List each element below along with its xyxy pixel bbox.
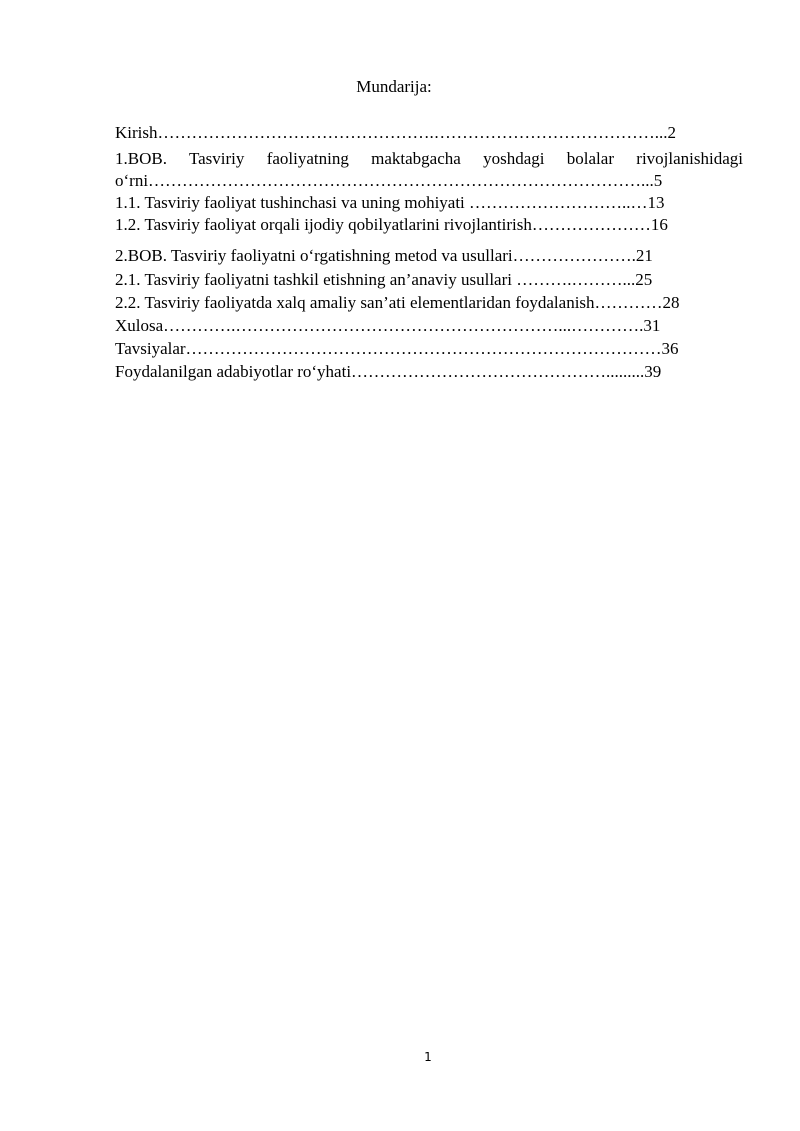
toc-entry-chapter-1-continued: o‘rni……………………………………………………………………………...5 [115, 171, 663, 190]
toc-entry-section-1-2: 1.2. Tasviriy faoliyat orqali ijodiy qobilyatlarini rivojlantirish…………………16 [115, 215, 668, 234]
toc-entry-conclusion: Xulosa………….…………………………………………………...………….31 [115, 316, 661, 335]
toc-entry-section-1-1: 1.1. Tasviriy faoliyat tushinchasi va uning mohiyati ………………………..…13 [115, 193, 665, 212]
page-title: Mundarija: [356, 77, 432, 96]
toc-entry-references: Foydalanilgan adabiyotlar ro‘yhati……………………………………….........39 [115, 362, 662, 381]
toc-entry-introduction: Kirish………………………………………….…………………………………...2 [115, 123, 676, 142]
toc-entry-recommendations: Tavsiyalar…………………………………………………………………………36 [115, 339, 679, 358]
page-number: 1 [424, 1050, 432, 1064]
toc-entry-section-2-1: 2.1. Tasviriy faoliyatni tashkil etishning an’anaviy usullari ……….………...25 [115, 270, 653, 289]
toc-entry-section-2-2: 2.2. Tasviriy faoliyatda xalq amaliy san’ati elementlaridan foydalanish…………28 [115, 293, 680, 312]
toc-entry-chapter-1: 1.BOB. Tasviriy faoliyatning maktabgacha yoshdagi bolalar rivojlanishidagi [115, 149, 743, 168]
toc-entry-chapter-2: 2.BOB. Tasviriy faoliyatni o‘rgatishning metod va usullari………………….21 [115, 246, 653, 265]
